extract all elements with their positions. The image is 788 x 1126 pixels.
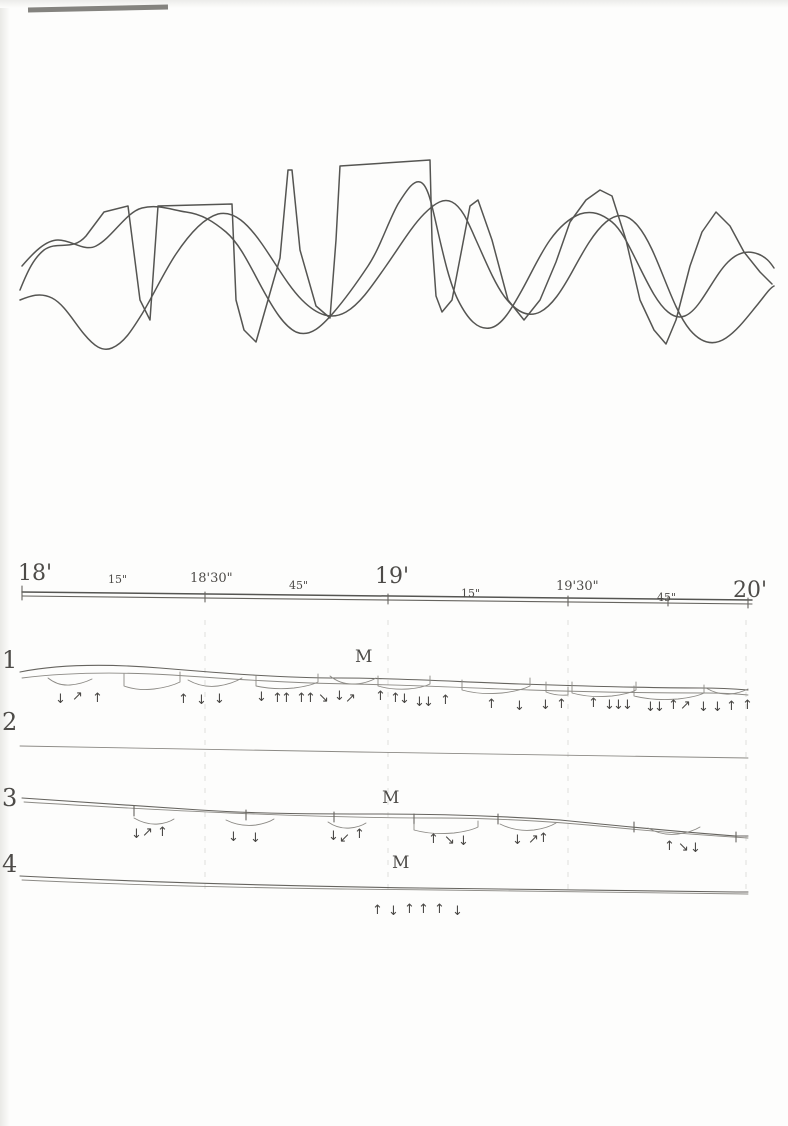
axis-label-15sec-b: 15" <box>461 587 481 600</box>
svg-text:↑: ↑ <box>742 698 753 713</box>
svg-text:↑: ↑ <box>428 832 439 847</box>
axis-label-19min: 19' <box>375 564 410 589</box>
svg-text:↑: ↑ <box>726 699 737 714</box>
tier-3-marker-m: M <box>382 788 400 808</box>
svg-text:↓: ↓ <box>388 904 399 919</box>
tier-3-arrow-annotations <box>131 825 701 856</box>
svg-text:↑: ↑ <box>664 839 675 854</box>
svg-text:↓: ↓ <box>690 841 701 856</box>
svg-text:↓: ↓ <box>328 829 339 844</box>
svg-text:↓: ↓ <box>540 698 551 713</box>
axis-label-1930: 19'30" <box>556 579 599 594</box>
svg-text:↑: ↑ <box>556 697 567 712</box>
axis-label-15sec-a: 15" <box>108 573 128 586</box>
tier-4-marker-m: M <box>392 853 410 873</box>
svg-text:↗: ↗ <box>345 691 356 706</box>
svg-text:↓: ↓ <box>512 833 523 848</box>
svg-text:↓: ↓ <box>399 692 410 707</box>
tier-4-arrow-annotations <box>372 902 463 919</box>
svg-text:↓: ↓ <box>654 700 665 715</box>
tier-4-contour <box>20 876 748 894</box>
svg-text:↓: ↓ <box>622 698 633 713</box>
svg-text:↘: ↘ <box>678 840 689 855</box>
svg-text:↓: ↓ <box>423 695 434 710</box>
tier-label-1: 1 <box>2 646 18 674</box>
svg-text:↑: ↑ <box>486 697 497 712</box>
svg-text:↑: ↑ <box>305 691 316 706</box>
svg-text:↑: ↑ <box>178 692 189 707</box>
svg-text:↑: ↑ <box>272 691 283 706</box>
pitch-contour-trace <box>20 160 774 349</box>
tier-label-3: 3 <box>2 784 18 812</box>
svg-text:↓: ↓ <box>452 904 463 919</box>
svg-text:↓: ↓ <box>228 830 239 845</box>
svg-text:↓: ↓ <box>712 700 723 715</box>
svg-text:↓: ↓ <box>256 690 267 705</box>
axis-label-18min: 18' <box>18 561 53 586</box>
svg-text:↑: ↑ <box>375 689 386 704</box>
time-axis <box>22 586 752 608</box>
axis-label-45sec-a: 45" <box>289 579 309 592</box>
svg-text:↑: ↑ <box>390 691 401 706</box>
svg-text:↓: ↓ <box>214 692 225 707</box>
svg-text:↑: ↑ <box>281 691 292 706</box>
axis-label-45sec-b: 45" <box>657 591 677 604</box>
tier-label-4: 4 <box>2 850 18 878</box>
svg-text:↑: ↑ <box>296 691 307 706</box>
svg-text:↓: ↓ <box>645 700 656 715</box>
svg-text:↑: ↑ <box>538 831 549 846</box>
svg-text:↓: ↓ <box>55 692 66 707</box>
svg-text:↓: ↓ <box>458 834 469 849</box>
svg-text:↑: ↑ <box>92 691 103 706</box>
svg-text:↑: ↑ <box>588 696 599 711</box>
svg-text:↑: ↑ <box>157 825 168 840</box>
svg-text:↑: ↑ <box>434 902 445 917</box>
svg-text:↓: ↓ <box>250 831 261 846</box>
axis-label-20min: 20' <box>733 578 768 603</box>
svg-text:↑: ↑ <box>440 693 451 708</box>
svg-text:↗: ↗ <box>142 825 153 840</box>
svg-text:↓: ↓ <box>196 693 207 708</box>
svg-text:↗: ↗ <box>680 698 691 713</box>
tier-label-2: 2 <box>2 708 18 736</box>
svg-text:↘: ↘ <box>318 691 329 706</box>
svg-text:↓: ↓ <box>334 689 345 704</box>
svg-text:↑: ↑ <box>372 903 383 918</box>
svg-text:↓: ↓ <box>131 827 142 842</box>
svg-text:↓: ↓ <box>698 700 709 715</box>
svg-text:↘: ↘ <box>444 833 455 848</box>
svg-text:↓: ↓ <box>414 695 425 710</box>
svg-text:↑: ↑ <box>404 902 415 917</box>
svg-text:↓: ↓ <box>604 698 615 713</box>
svg-text:↙: ↙ <box>339 831 350 846</box>
tier-1-marker-m: M <box>355 647 373 667</box>
svg-text:↗: ↗ <box>72 689 83 704</box>
svg-text:↑: ↑ <box>418 902 429 917</box>
tier-2-contour <box>20 746 748 758</box>
svg-text:↗: ↗ <box>528 832 539 847</box>
axis-label-1830: 18'30" <box>190 571 233 586</box>
svg-text:↓: ↓ <box>613 698 624 713</box>
svg-text:↑: ↑ <box>354 827 365 842</box>
svg-text:↑: ↑ <box>668 698 679 713</box>
svg-text:↓: ↓ <box>514 699 525 714</box>
